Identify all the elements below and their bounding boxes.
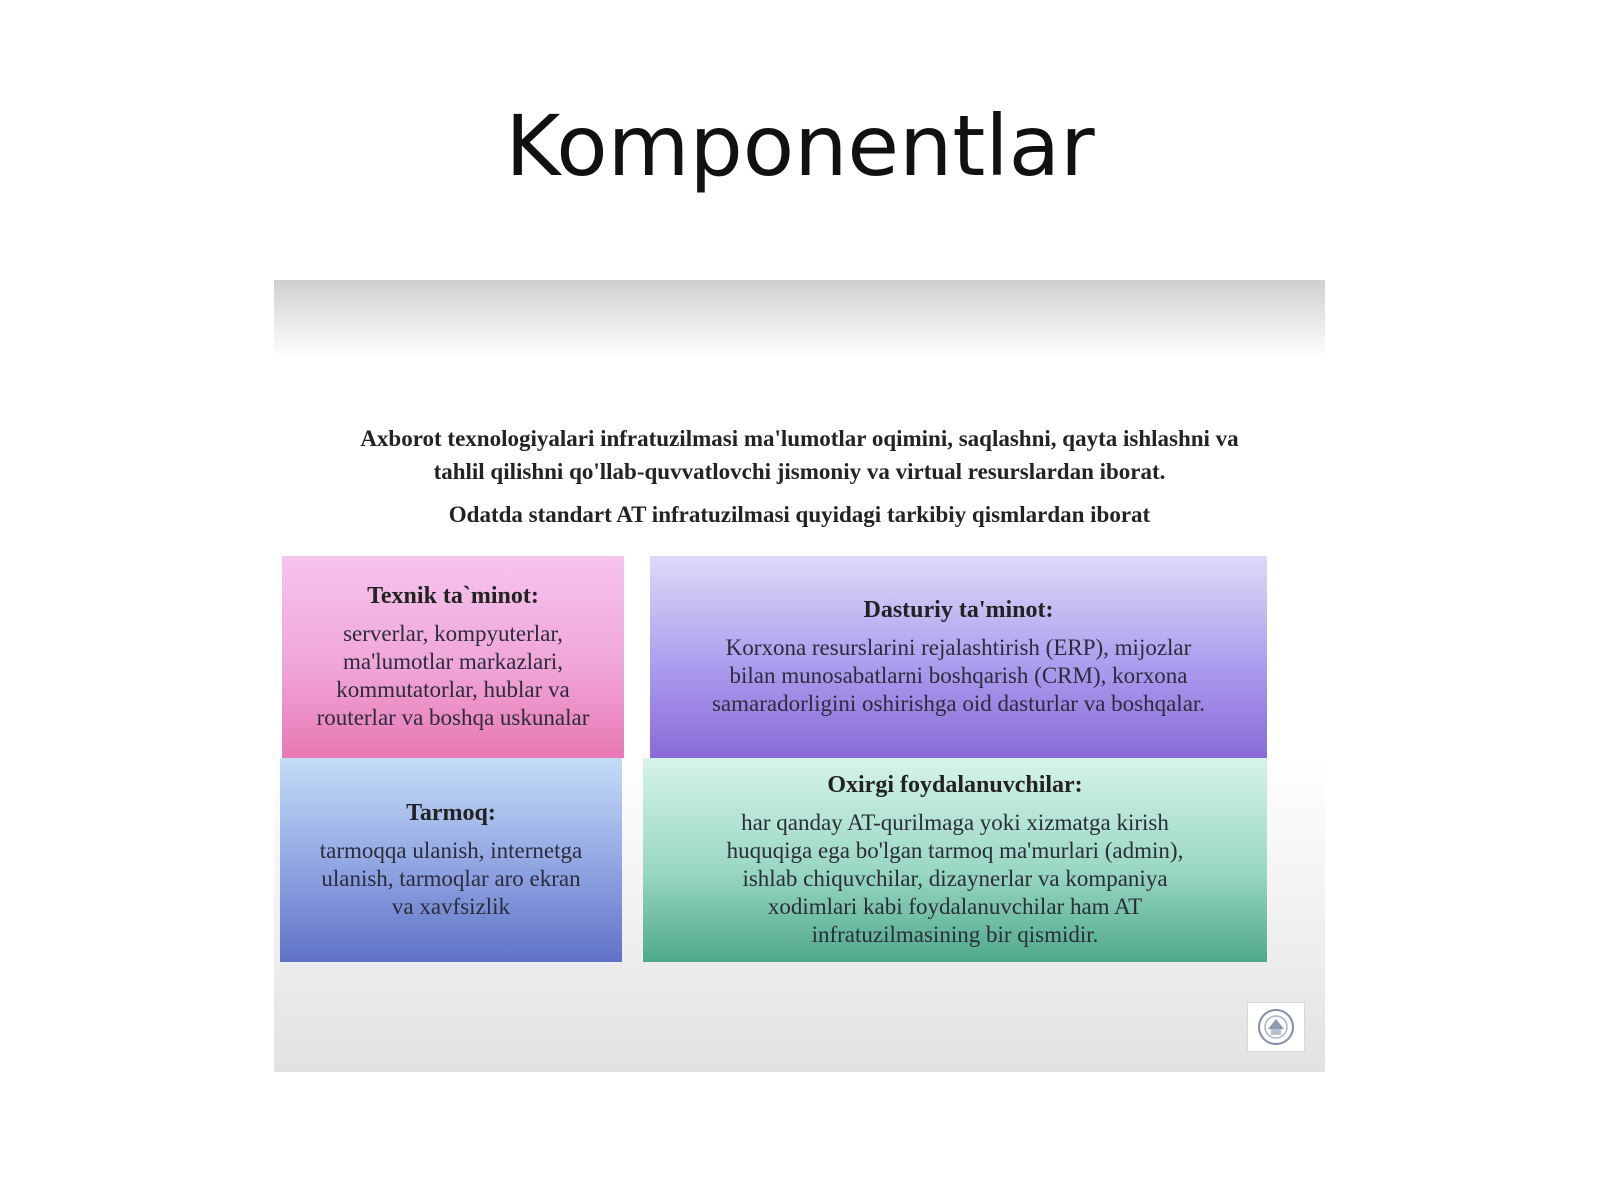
embedded-infographic (274, 280, 1325, 1072)
university-emblem-icon (1247, 1002, 1305, 1052)
software-card-title: Dasturiy ta'minot: (863, 596, 1054, 623)
hardware-card-body: serverlar, kompyuterlar, ma'lumotlar markazlari, kommutatorlar, hublar va routerlar va boshqa uskunalar (316, 620, 590, 730)
network-card-title: Tarmoq: (406, 799, 496, 826)
end-users-card (643, 758, 1267, 962)
slide-title: Komponentlar (505, 97, 1095, 195)
hardware-card (282, 556, 624, 758)
network-card (280, 758, 622, 962)
network-card-body: tarmoqqa ulanish, internetga ulanish, tarmoqlar aro ekran va xavfsizlik (319, 837, 583, 919)
intro-text: Axborot texnologiyalari infratuzilmasi ma'lumotlar oqimini, saqlashni, qayta ishlashni va tahlil qilishni qo'llab-quvvatlovchi jismoniy va virtual resurslardan iborat. (360, 426, 1239, 484)
software-card (650, 556, 1267, 758)
hardware-card-title: Texnik ta`minot: (367, 582, 539, 609)
software-card-body: Korxona resurslarini rejalashtirish (ERP), mijozlar bilan munosabatlarni boshqarish (CRM), korxona samaradorligini oshirishga oid dasturlar va boshqalar. (711, 634, 1206, 716)
end-users-card-body: har qanday AT-qurilmaga yoki xizmatga kirish huquqiga ega bo'lgan tarmoq ma'murlari (admin), ishlab chiquvchilar, dizaynerlar va kompaniya xodimlari kabi foydalanuvchilar ham AT infratuzilmasining bir qismidir. (726, 809, 1184, 947)
components-subtitle: Odatda standart AT infratuzilmasi quyidagi tarkibiy qismlardan iborat (448, 502, 1151, 527)
image-header-strip (274, 280, 1325, 360)
end-users-card-title: Oxirgi foydalanuvchilar: (827, 771, 1083, 798)
